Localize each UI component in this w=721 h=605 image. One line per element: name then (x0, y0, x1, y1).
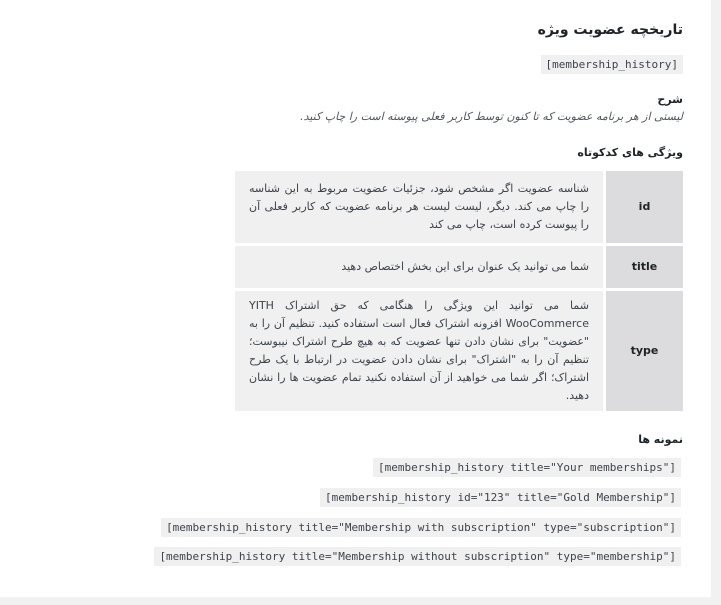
example-code: [membership_history title="Membership with subscription" type="subscription"] (161, 518, 681, 537)
attribute-value: شما می توانید یک عنوان برای این بخش اختصاص دهید (235, 246, 603, 288)
description-heading: شرح (657, 93, 683, 106)
attribute-row-title (235, 246, 683, 288)
attribute-key: type (603, 291, 683, 411)
attribute-key: title (603, 246, 683, 288)
shortcode-tag: [membership_history] (541, 55, 683, 74)
attribute-key: id (603, 171, 683, 243)
description-text: لیستی از هر برنامه عضویت که تا کنون توسط کاربر فعلی پیوسته است را چاپ کنید. (300, 110, 683, 123)
attribute-value: شما می توانید این ویژگی را هنگامی که حق اشتراک YITH WooCommerce افزونه اشتراک فعال است استفاده کنید. تنظیم آن را به "عضویت" برای نشان دادن تنها عضویت که به هیچ طرح اشتراک نیبوست؛ تنظیم آن را به "اشتراک" برای نشان دادن عضویت در ارتباط با یک طرح اشتراک؛ اگر شما می خواهید از آن استفاده نکنید تمام عضویت ها را نشان دهید. (235, 291, 603, 411)
example-code: [membership_history title="Your memberships"] (373, 458, 681, 477)
attributes-table (235, 168, 683, 414)
page-title: تاریخچه عضویت ویژه (537, 22, 683, 38)
attributes-heading: ویژگی های کدکوتاه (577, 146, 683, 159)
examples-heading: نمونه ها (638, 433, 683, 446)
example-code: [membership_history id="123" title="Gold Membership"] (320, 488, 681, 507)
attribute-row-type (235, 291, 683, 411)
attribute-row-id (235, 171, 683, 243)
attribute-value: شناسه عضویت اگر مشخص شود، جزئیات عضویت مربوط به این شناسه را چاپ می کند. دیگر، لیست لیست هر برنامه عضویت که کاربر فعلی آن را پیوست کرده است، چاپ می کند (235, 171, 603, 243)
example-code: [membership_history title="Membership without subscription" type="membership"] (154, 547, 681, 566)
